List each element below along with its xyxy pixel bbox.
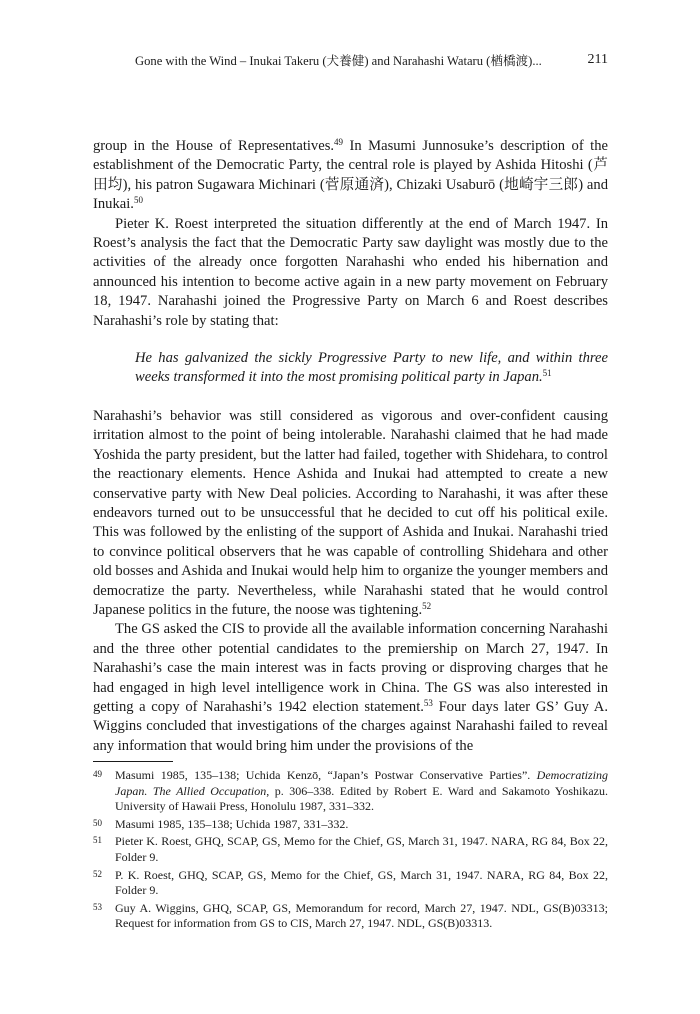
footnote-53: 53 Guy A. Wiggins, GHQ, SCAP, GS, Memorandum for record, March 27, 1947. NDL, GS(B)03313; Request for information from GS to CIS, March 27, 1947. NDL, GS(B)03313.	[93, 900, 608, 931]
footnote-number: 53	[93, 901, 102, 912]
footnote-51: 51 Pieter K. Roest, GHQ, SCAP, GS, Memo for the Chief, GS, March 31, 1947. NARA, RG 84, Box 22, Folder 9.	[93, 834, 608, 864]
footnote-ref-49[interactable]: 49	[334, 137, 344, 147]
footnote-ref-51[interactable]: 51	[542, 368, 552, 379]
paragraph-3: Narahashi’s behavior was still considered as vigorous and over-confident causing irritation almost to the point of being intolerable. Narahashi claimed that he had made Yoshida the party president, but the latter had failed, together with Shidehara, to control the reactionary elements. Hence Ashida and Inukai had attempted to create a new conservative party with New Deal policies. According to Narahashi, it was after these endeavors turned out to be unsuccessful that he decided to cut off his political exile. This was followed by the enlisting of the support of Ashida and Inukai. Narahashi tried to convince political observers that he was capable of controlling Shidehara and other old bosses and Ashida and Inukai would help him to organize the younger members and democratize the party. Nevertheless, while Narahashi stated that he would control Japanese politics in the future, the noose was tightening.$^{52}$	[93, 407, 608, 618]
footnote-49: 49 Masumi 1985, 135–138; Uchida Kenzō, “Japan’s Postwar Conservative Parties”. Democratizing Japan. The Allied Occupation, p. 306–338. Edited by Robert E. Ward and Sakamoto Yoshikazu. University of Hawaii Press, Honolulu 1987, 331–332.	[93, 768, 608, 814]
footnote-number: 51	[93, 835, 102, 846]
paragraph-2: Pieter K. Roest interpreted the situation differently at the end of March 1947. In Roest’s analysis the fact that the Democratic Party saw daylight was mostly due to the activities of the already once forgotten Narahashi who ended his hibernation and announced his intention to become active again in a new party movement on February 18, 1947. Narahashi joined the Progressive Party on March 6 and Roest describes Narahashi’s role by stating that:	[93, 215, 608, 329]
page-number: 211	[587, 52, 608, 67]
footnote-50: 50 Masumi 1985, 135–138; Uchida 1987, 331–332.	[93, 816, 349, 831]
paragraph-1: group in the House of Representatives.$^{49}$ In Masumi Junnosuke’s description of the establishment of the Democratic Party, the central role is played by Ashida Hitoshi (芦田均), his patron Sugawara Michinari (菅原通済), Chizaki Usaburō (地崎宇三郎) and Inukai.$^{50}$	[93, 137, 608, 213]
footnote-52: 52 P. K. Roest, GHQ, SCAP, GS, Memo for the Chief, GS, March 31, 1947. NARA, RG 84, Box 22, Folder 9.	[93, 867, 608, 898]
body-text	[93, 137, 608, 756]
footnote-number: 50	[93, 817, 102, 828]
footnote-ref-53[interactable]: 53	[423, 697, 433, 708]
running-title: Gone with the Wind – Inukai Takeru (犬養健) and Narahashi Wataru (楢橋渡)...	[135, 54, 542, 68]
footnote-number: 52	[93, 868, 102, 879]
footnote-ref-52[interactable]: 52	[422, 600, 432, 611]
paragraph-4: The GS asked the CIS to provide all the available information concerning Narahashi and the three other potential candidates to the premiership on March 27, 1947. In Narahashi’s case the main interest was in facts proving or disproving charges that he had engaged in high level intelligence work in China. The GS was also interested in getting a copy of Narahashi’s 1942 election statement.$^{53}$ Four days later GS’ Guy A. Wiggins concluded that investigations of the charges against Narahashi failed to reveal any information that would bring him under the provisions of the	[93, 621, 608, 754]
block-quote: He has galvanized the sickly Progressive Party to new life, and within three weeks transformed it into the most promising political party in Japan.$^{51}$	[135, 350, 608, 386]
footnote-number: 49	[93, 769, 102, 779]
footnote-separator	[93, 761, 173, 762]
footnote-ref-50[interactable]: 50	[133, 195, 143, 206]
footnotes	[93, 768, 608, 934]
